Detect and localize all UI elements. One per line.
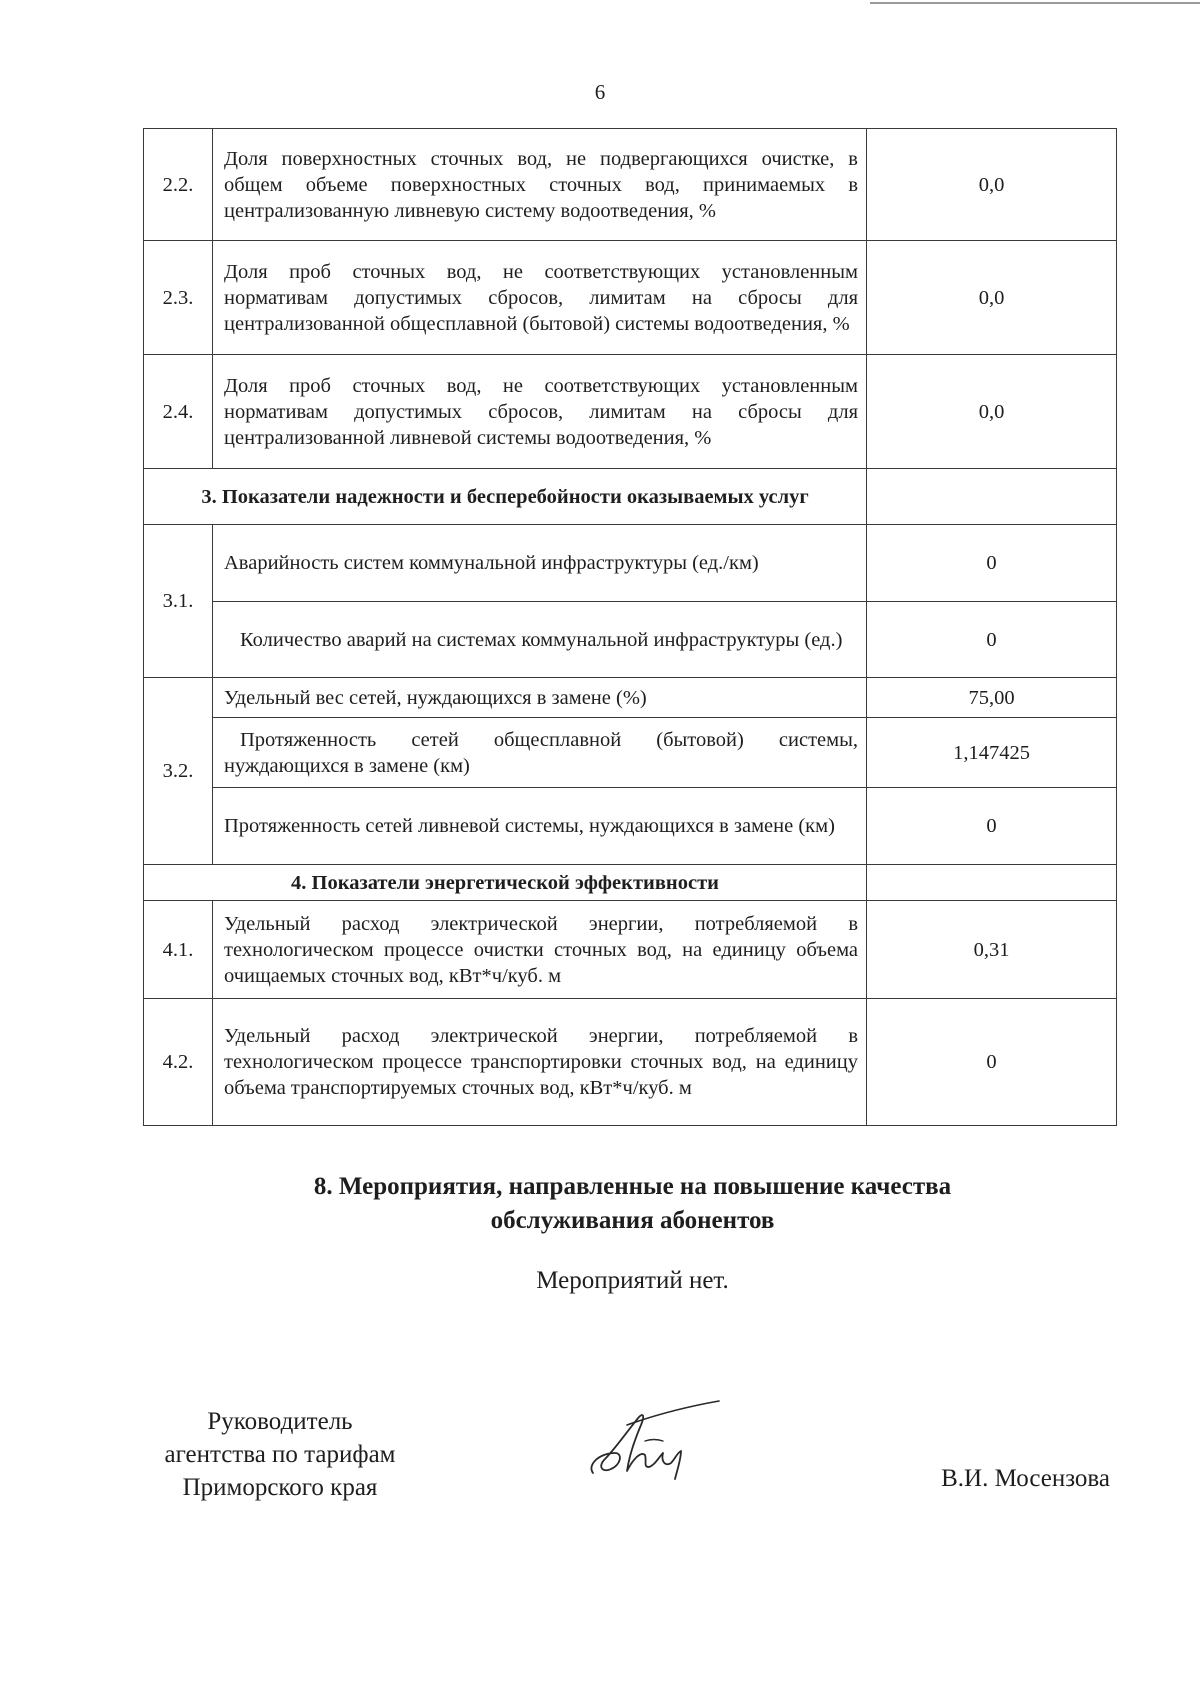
row-description: Протяженность сетей общесплавной (бытовой) системы, нуждающихся в замене (км) <box>213 718 867 788</box>
section-8-heading <box>0 1170 1200 1238</box>
section-3-title: 3. Показатели надежности и бесперебойности оказываемых услуг <box>144 469 867 525</box>
table-row <box>144 602 1117 678</box>
row-number: 4.1. <box>144 901 213 999</box>
row-value: 0 <box>867 999 1117 1126</box>
section-4-title: 4. Показатели энергетической эффективности <box>144 865 867 901</box>
table-row <box>144 901 1117 999</box>
table-row <box>144 241 1117 355</box>
indicators-table <box>143 128 1117 1126</box>
row-value: 0,0 <box>867 129 1117 241</box>
page-number: 6 <box>594 80 606 104</box>
table-row <box>144 678 1117 718</box>
section-header-row <box>144 865 1117 901</box>
signatory-title-line-1: Руководитель <box>207 1408 353 1435</box>
row-description: Доля проб сточных вод, не соответствующих установленным нормативам допустимых сбросов, лимитам на сбросы для централизованной общесплавной (бытовой) системы водоотведения, % <box>213 241 867 355</box>
row-value: 1,147425 <box>867 718 1117 788</box>
section-8-body: Мероприятий нет. <box>536 1267 729 1294</box>
row-number: 2.4. <box>144 355 213 469</box>
row-value: 0,0 <box>867 355 1117 469</box>
section-8-title-line-1: 8. Мероприятия, направленные на повышение качества <box>313 1173 952 1200</box>
table-row <box>144 129 1117 241</box>
table-row <box>144 718 1117 788</box>
table-row <box>144 788 1117 865</box>
row-description: Удельный вес сетей, нуждающихся в замене (%) <box>213 678 867 718</box>
handwritten-signature <box>585 1395 725 1495</box>
row-value: 0 <box>867 602 1117 678</box>
empty-cell <box>867 469 1117 525</box>
table-row <box>144 355 1117 469</box>
signatory-title-line-2: агентства по тарифам <box>164 1441 396 1468</box>
section-8-title-line-2: обслуживания абонентов <box>490 1207 775 1234</box>
row-description: Протяженность сетей ливневой системы, нуждающихся в замене (км) <box>213 788 867 865</box>
row-number: 2.2. <box>144 129 213 241</box>
empty-cell <box>867 865 1117 901</box>
row-description: Доля поверхностных сточных вод, не подвергающихся очистке, в общем объеме поверхностных сточных вод, принимаемых в централизованную ливневую систему водоотведения, % <box>213 129 867 241</box>
row-description: Количество аварий на системах коммунальной инфраструктуры (ед.) <box>213 602 867 678</box>
row-description: Доля проб сточных вод, не соответствующих установленным нормативам допустимых сбросов, лимитам на сбросы для централизованной ливневой системы водоотведения, % <box>213 355 867 469</box>
row-value: 75,00 <box>867 678 1117 718</box>
table-row <box>144 999 1117 1126</box>
row-description: Аварийность систем коммунальной инфраструктуры (ед./км) <box>213 525 867 602</box>
row-number: 3.1. <box>144 525 213 678</box>
row-number: 4.2. <box>144 999 213 1126</box>
row-number: 2.3. <box>144 241 213 355</box>
row-description: Удельный расход электрической энергии, потребляемой в технологическом процессе транспортировки сточных вод, на единицу объема транспортируемых сточных вод, кВт*ч/куб. м <box>213 999 867 1126</box>
section-header-row <box>144 469 1117 525</box>
table-row <box>144 525 1117 602</box>
row-value: 0,0 <box>867 241 1117 355</box>
row-value: 0,31 <box>867 901 1117 999</box>
row-value: 0 <box>867 788 1117 865</box>
row-description: Удельный расход электрической энергии, потребляемой в технологическом процессе очистки сточных вод, на единицу объема очищаемых сточных вод, кВт*ч/куб. м <box>213 901 867 999</box>
signatory-name: В.И. Мосензова <box>941 1465 1110 1492</box>
signatory-title-line-3: Приморского края <box>182 1474 378 1501</box>
top-edge-rule <box>870 2 1200 4</box>
signatory-title <box>145 1405 415 1504</box>
row-number: 3.2. <box>144 678 213 865</box>
row-value: 0 <box>867 525 1117 602</box>
